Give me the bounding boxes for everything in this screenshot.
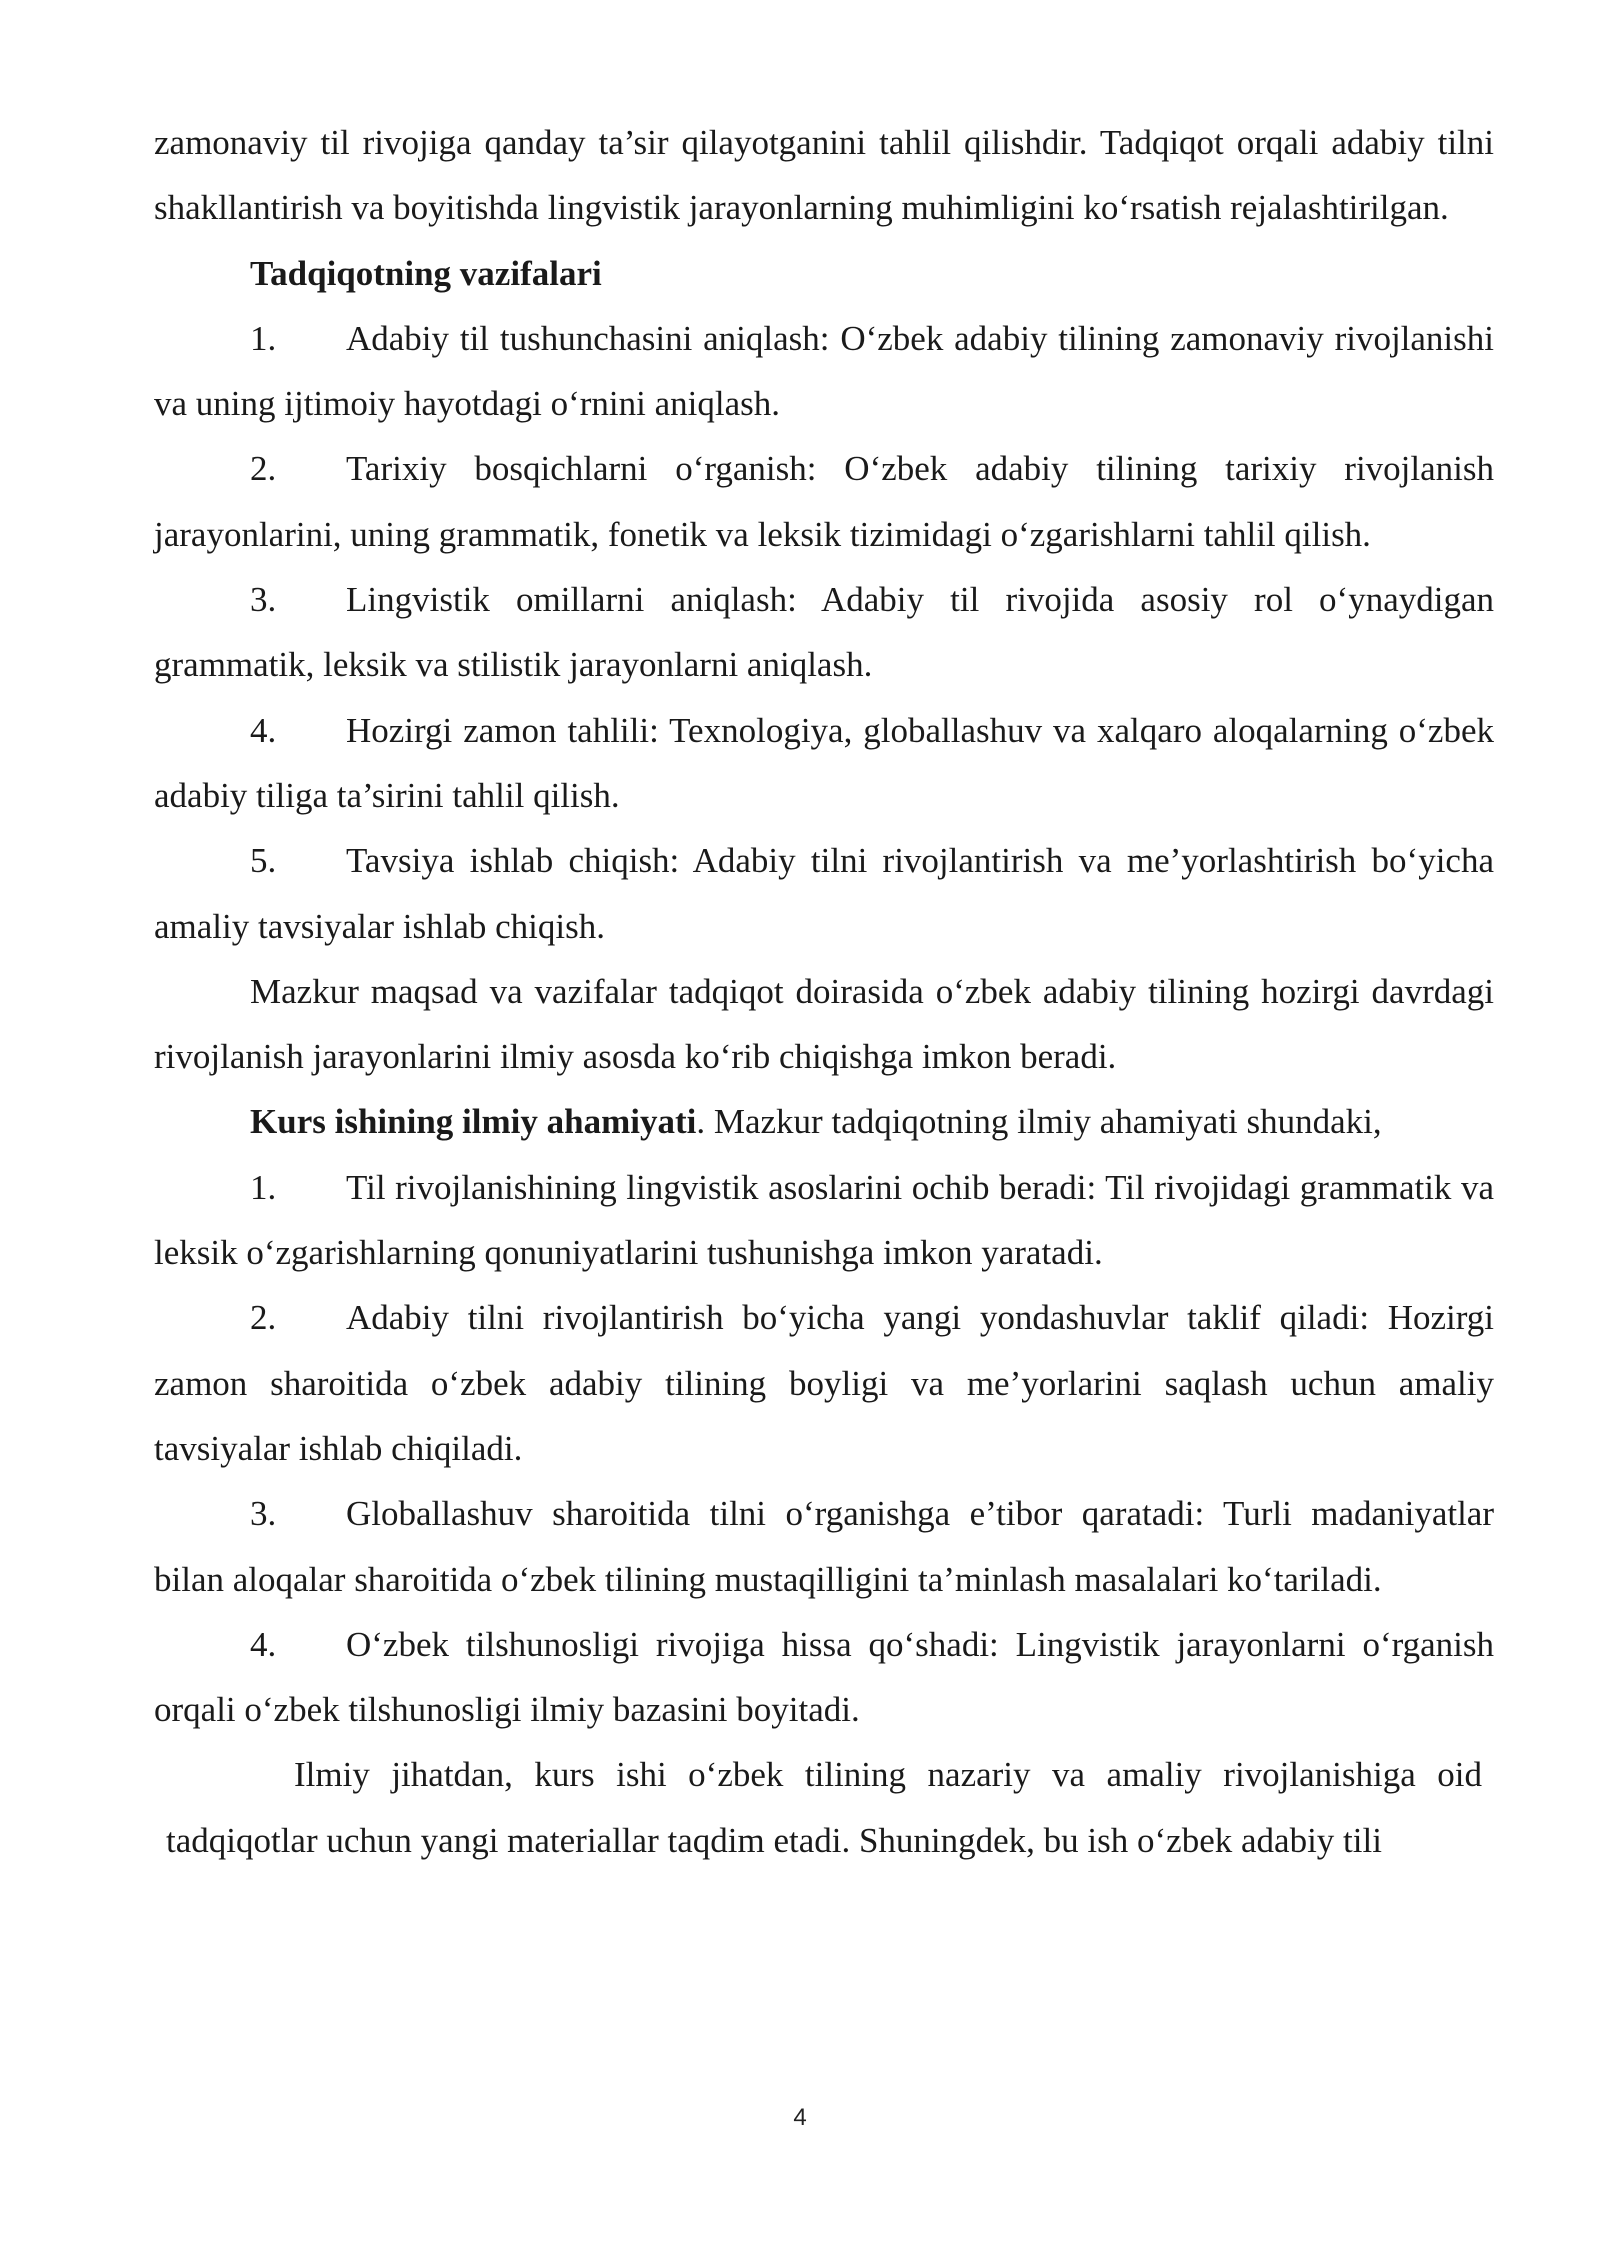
significance-number: 4. (250, 1624, 277, 1664)
significance-item (154, 1285, 1494, 1481)
task-number: 1. (250, 318, 277, 358)
task-item (154, 567, 1494, 698)
significance-text: Globallashuv sharoitida tilni o‘rganishga e’tibor qaratadi: Turli madaniyatlar bilan aloqalar sharoitida o‘zbek tilining mustaqilligini ta’minlash masalalari ko‘tariladi. (154, 1494, 1494, 1599)
task-text: Tarixiy bosqichlarni o‘rganish: O‘zbek adabiy tilining tarixiy rivojlanish jarayonlarini, uning grammatik, fonetik va leksik tizimidagi o‘zgarishlarni tahlil qilish. (154, 449, 1494, 554)
task-number: 3. (250, 580, 277, 620)
task-number: 2. (250, 449, 277, 489)
task-item (154, 306, 1494, 437)
page-body (154, 110, 1494, 1873)
significance-text: Til rivojlanishining lingvistik asoslarini ochib beradi: Til rivojidagi grammatik va leksik o‘zgarishlarning qonuniyatlarini tushunishga imkon yaratadi. (154, 1167, 1494, 1273)
significance-number: 3. (250, 1494, 277, 1534)
tasks-heading: Tadqiqotning vazifalari (250, 253, 602, 293)
significance-item (154, 1481, 1494, 1612)
significance-number: 1. (250, 1167, 277, 1207)
conclusion-paragraph: Ilmiy jihatdan, kurs ishi o‘zbek tilining nazariy va amaliy rivojlanishiga oid tadqiqotlar uchun yangi materiallar taqdim etadi. Shuningdek, bu ish o‘zbek adabiy tili (166, 1755, 1482, 1860)
significance-text: O‘zbek tilshunosligi rivojiga hissa qo‘shadi: Lingvistik jarayonlarni o‘rganish orqali o‘zbek tilshunosligi ilmiy bazasini boyitadi. (154, 1624, 1494, 1730)
significance-number: 2. (250, 1298, 277, 1338)
significance-intro: . Mazkur tadqiqotning ilmiy ahamiyati shundaki, (696, 1102, 1382, 1142)
significance-text: Adabiy tilni rivojlantirish bo‘yicha yangi yondashuvlar taklif qiladi: Hozirgi zamon sharoitida o‘zbek adabiy tilining boyligi va me’yorlarini saqlash uchun amaliy tavsiyalar ishlab chiqiladi. (154, 1298, 1494, 1468)
task-item (154, 436, 1494, 567)
task-number: 5. (250, 841, 277, 881)
task-number: 4. (250, 710, 277, 750)
page-number: 4 (793, 2104, 807, 2131)
significance-paragraph (154, 1089, 1494, 1154)
task-text: Tavsiya ishlab chiqish: Adabiy tilni rivojlantirish va me’yorlashtirish bo‘yicha amaliy tavsiyalar ishlab chiqish. (154, 841, 1494, 946)
significance-heading: Kurs ishining ilmiy ahamiyati (250, 1102, 697, 1142)
task-text: Hozirgi zamon tahlili: Texnologiya, globallashuv va xalqaro aloqalarning o‘zbek adabiy tiliga ta’sirini tahlil qilish. (154, 710, 1494, 815)
task-item (154, 828, 1494, 959)
summary-paragraph: Mazkur maqsad va vazifalar tadqiqot doirasida o‘zbek adabiy tilining hozirgi davrdagi rivojlanish jarayonlarini ilmiy asosda ko‘rib chiqishga imkon beradi. (154, 971, 1494, 1077)
task-text: Adabiy til tushunchasini aniqlash: O‘zbek adabiy tilining zamonaviy rivojlanishi va uning ijtimoiy hayotdagi o‘rnini aniqlash. (154, 318, 1494, 424)
significance-item (154, 1612, 1494, 1743)
significance-item (154, 1155, 1494, 1286)
task-text: Lingvistik omillarni aniqlash: Adabiy til rivojida asosiy rol o‘ynaydigan grammatik, leksik va stilistik jarayonlarni aniqlash. (154, 580, 1494, 685)
intro-paragraph: zamonaviy til rivojiga qanday ta’sir qilayotganini tahlil qilishdir. Tadqiqot orqali adabiy tilni shakllantirish va boyitishda lingvistik jarayonlarning muhimligini ko‘rsatish rejalashtirilgan. (154, 123, 1494, 228)
task-item (154, 698, 1494, 829)
